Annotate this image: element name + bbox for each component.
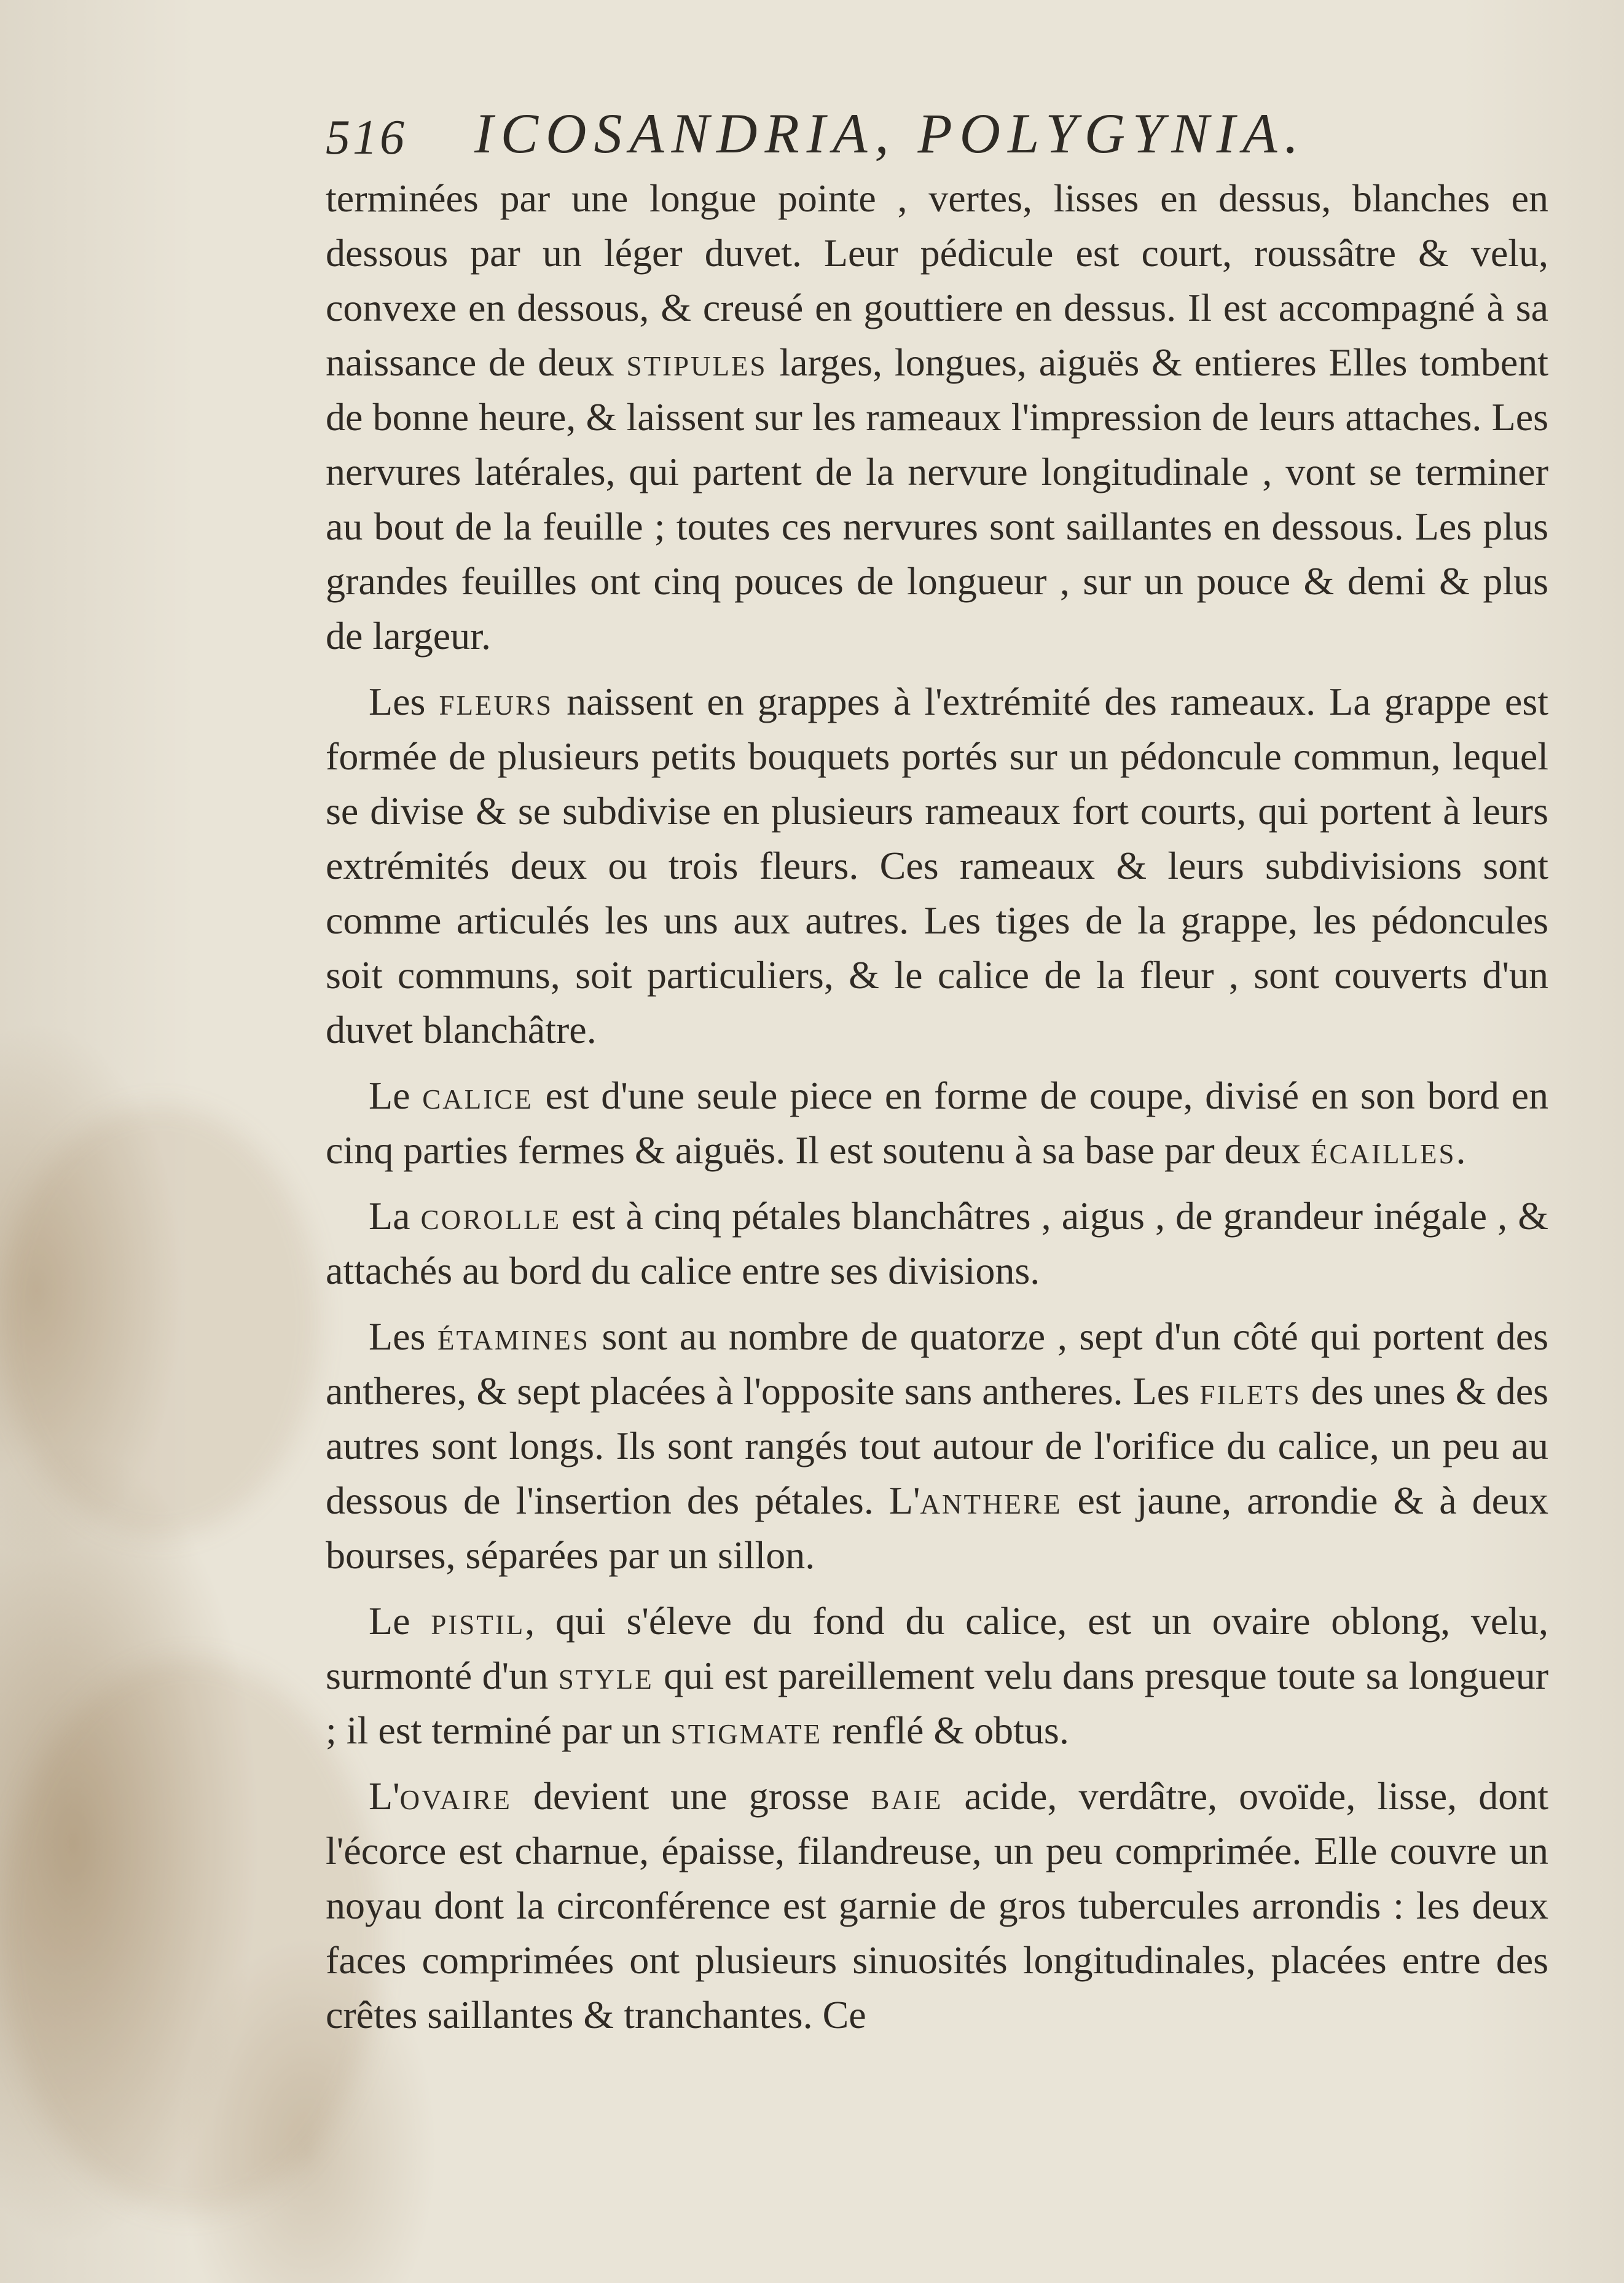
body-text bbox=[326, 171, 1548, 2042]
text-run: est jaune, arrondie & à deux bourses, séparées par un sillon. bbox=[326, 1479, 1549, 1577]
text-run: est d'une seule piece en forme de coupe, divisé en son bord en cinq parties fermes & aiguës. Il est soutenu à sa base par deux bbox=[326, 1074, 1549, 1172]
text-run: Le bbox=[369, 1074, 423, 1117]
small-caps-term: corolle bbox=[420, 1194, 562, 1238]
text-run: devient une grosse bbox=[511, 1774, 871, 1818]
text-run: naissent en grappes à l'extrémité des rameaux. La grappe est formée de plusieurs petits bouquets portés sur un pédoncule commun, lequel se divise & se subdivise en plusieurs rameaux fort courts, qui portent à leurs extrémités deux ou trois fleurs. Ces rameaux & leurs subdivisions sont comme articulés les uns aux autres. Les tiges de la grappe, les pédoncules soit communs, soit particuliers, & le calice de la fleur , sont couverts d'un duvet blanchâtre. bbox=[326, 680, 1549, 1051]
text-run: La bbox=[369, 1194, 421, 1238]
page-header bbox=[326, 74, 1548, 171]
small-caps-term: style bbox=[558, 1654, 654, 1697]
small-caps-term: filets bbox=[1199, 1369, 1301, 1413]
paragraph bbox=[326, 171, 1548, 663]
text-run: L' bbox=[369, 1774, 400, 1818]
paragraph bbox=[326, 1068, 1548, 1177]
page-number: 516 bbox=[326, 111, 407, 165]
text-run: Les bbox=[369, 1314, 438, 1358]
stain bbox=[0, 1659, 381, 2212]
small-caps-term: pistil bbox=[431, 1599, 525, 1643]
text-run: terminées par une longue pointe , vertes, lisses en dessus, blanches en dessous par un léger duvet. Leur pédicule est court, roussâtre & velu, convexe en dessous, & creusé en gouttiere en dessus. Il est accompagné à sa naissance de deux bbox=[326, 176, 1548, 384]
small-caps-term: anthere bbox=[920, 1479, 1062, 1522]
text-run: Les bbox=[369, 680, 439, 723]
paragraph bbox=[326, 1769, 1548, 2042]
text-run: acide, verdâtre, ovoïde, lisse, dont l'écorce est charnue, épaisse, filandreuse, un peu comprimée. Elle couvre un noyau dont la circonférence est garnie de gros tubercules arrondis : les deux faces comprimées ont plusieurs sinuosités longitudinales, placées entre des crêtes saillantes & tranchantes. Ce bbox=[326, 1774, 1549, 2037]
text-run: des unes & des autres sont longs. Ils sont rangés tout autour de l'orifice du calice, un peu au dessous de l'insertion des pétales. L' bbox=[326, 1369, 1549, 1522]
paragraph bbox=[326, 1309, 1548, 1582]
small-caps-term: stipules bbox=[626, 340, 767, 384]
small-caps-term: fleurs bbox=[439, 680, 554, 723]
running-head: ICOSANDRIA, POLYGYNIA. bbox=[474, 102, 1306, 165]
text-run: sont au nombre de quatorze , sept d'un côté qui portent des antheres, & sept placées à l'opposite sans antheres. Les bbox=[326, 1314, 1549, 1413]
small-caps-term: calice bbox=[422, 1074, 533, 1117]
paragraph bbox=[326, 1593, 1548, 1758]
paragraph bbox=[326, 674, 1548, 1057]
small-caps-term: baie bbox=[871, 1774, 943, 1818]
small-caps-term: stigmate bbox=[670, 1708, 823, 1752]
text-run: larges, longues, aiguës & entieres Elles tombent de bonne heure, & laissent sur les rameaux l'impression de leurs attaches. Les nervures latérales, qui partent de la nervure longitudinale , vont se terminer au bout de la feuille ; toutes ces nervures sont saillantes en dessous. Les plus grandes feuilles ont cinq pouces de longueur , sur un pouce & demi & plus de largeur. bbox=[326, 340, 1549, 658]
text-run: renflé & obtus. bbox=[822, 1708, 1069, 1752]
small-caps-term: étamines bbox=[437, 1314, 590, 1358]
text-run: , qui s'éleve du fond du calice, est un ovaire oblong, velu, surmonté d'un bbox=[326, 1599, 1548, 1697]
paragraph bbox=[326, 1189, 1548, 1298]
text-run: Le bbox=[369, 1599, 431, 1643]
book-page bbox=[326, 74, 1548, 2102]
small-caps-term: écailles. bbox=[1311, 1128, 1468, 1172]
text-run: est à cinq pétales blanchâtres , aigus , de grandeur inégale , & attachés au bord du calice entre ses divisions. bbox=[326, 1194, 1549, 1292]
stain bbox=[0, 1106, 320, 1536]
small-caps-term: ovaire bbox=[399, 1774, 512, 1818]
text-run: qui est pareillement velu dans presque toute sa longueur ; il est terminé par un bbox=[326, 1654, 1549, 1752]
